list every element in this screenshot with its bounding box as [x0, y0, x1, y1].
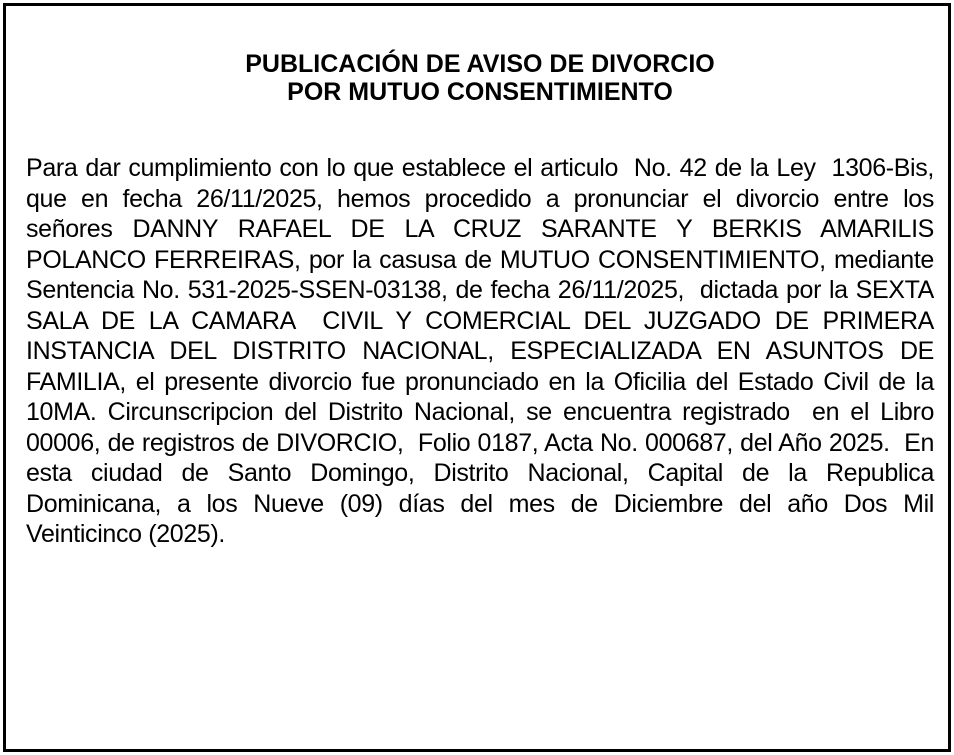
title-line-1: PUBLICACIÓN DE AVISO DE DIVORCIO: [245, 50, 715, 78]
notice-body: Para dar cumplimiento con lo que establece el articulo No. 42 de la Ley 1306-Bis, que en fecha 26/11/2025, hemos procedido a pronunciar el divorcio entre los señores DANNY RAFAEL DE LA CRUZ SARANTE Y BERKIS AMARILIS POLANCO FERREIRAS, por la casusa de MUTUO CONSENTIMIENTO, mediante Sentencia No. 531-2025-SSEN-03138, de fecha 26/11/2025, dictada por la SEXTA SALA DE LA CAMARA CIVIL Y COMERCIAL DEL JUZGADO DE PRIMERA INSTANCIA DEL DISTRITO NACIONAL, ESPECIALIZADA EN ASUNTOS DE FAMILIA, el presente divorcio fue pronunciado en la Oficilia del Estado Civil de la 10MA. Circunscripcion del Distrito Nacional, se encuentra registrado en el Libro 00006, de registros de DIVORCIO, Folio 0187, Acta No. 000687, del Año 2025. En esta ciudad de Santo Domingo, Distrito Nacional, Capital de la Republica Dominicana, a los Nueve (09) días del mes de Diciembre del año Dos Mil Veinticinco (2025).: [26, 154, 941, 548]
notice-border: [3, 3, 951, 752]
notice-title: [6, 50, 954, 106]
title-line-2: POR MUTUO CONSENTIMIENTO: [287, 78, 673, 106]
